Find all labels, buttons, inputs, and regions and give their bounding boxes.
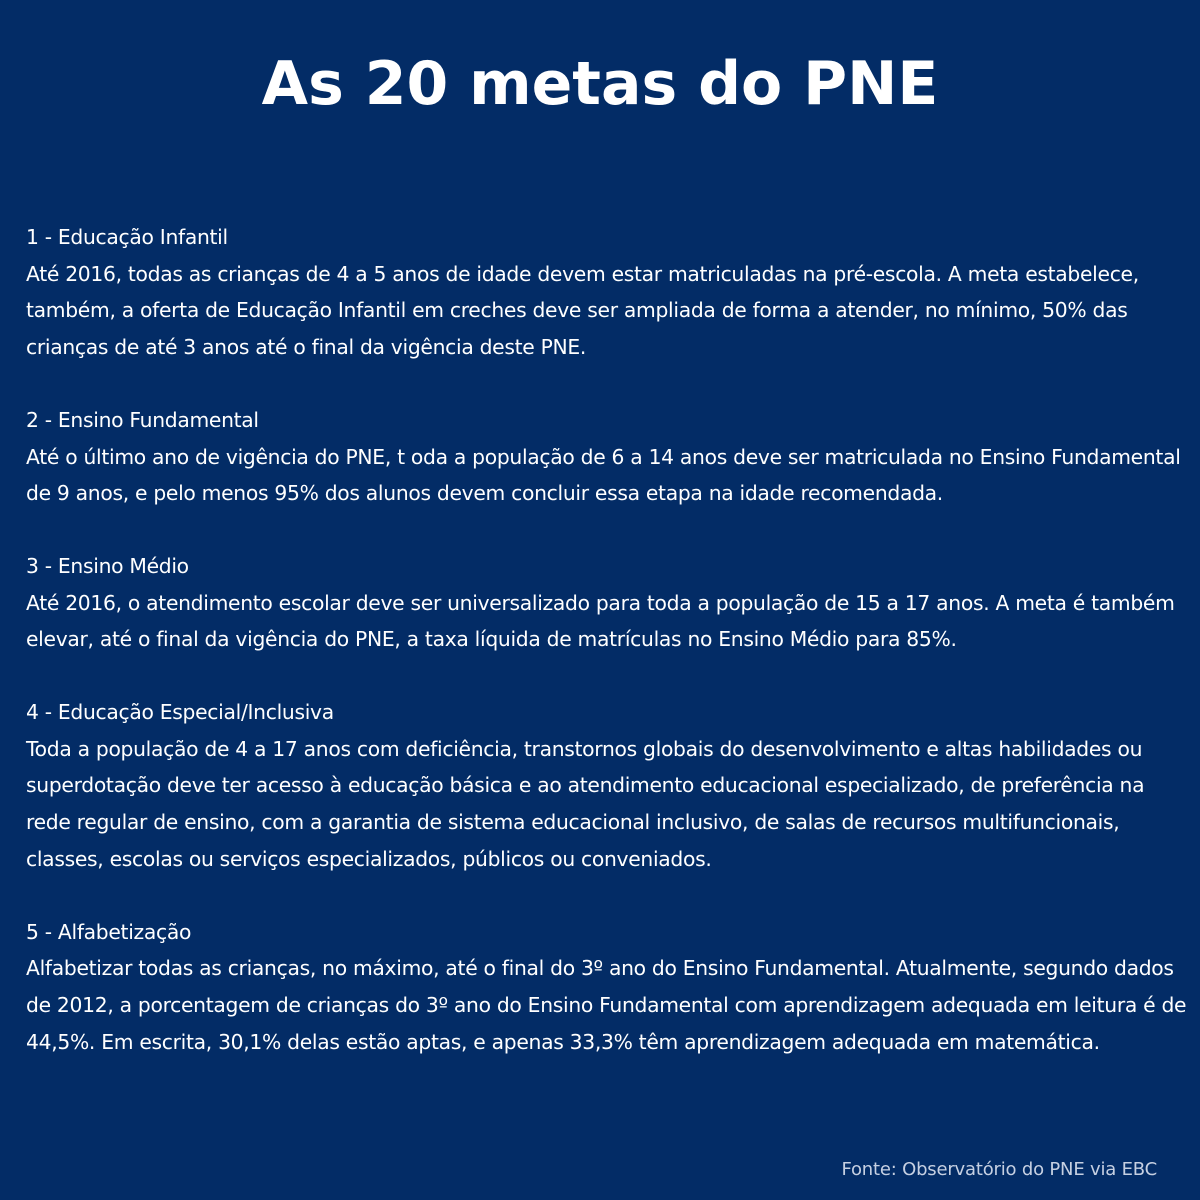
page-title: As 20 metas do PNE bbox=[261, 49, 939, 119]
goal-item bbox=[26, 694, 1194, 878]
goal-description: Toda a população de 4 a 17 anos com deficiência, transtornos globais do desenvolvimento e altas habilidades ou superdotação deve ter acesso à educação básica e ao atendimento educacional especializado, de preferência na rede regular de ensino, com a garantia de sistema educacional inclusivo, de salas de recursos multifuncionais, classes, escolas ou serviços especializados, públicos ou conveniados. bbox=[26, 736, 1145, 871]
source-credit: Fonte: Observatório do PNE via EBC bbox=[841, 1159, 1157, 1180]
goal-description: Até 2016, todas as crianças de 4 a 5 anos de idade devem estar matriculadas na pré-escola. A meta estabelece, também, a oferta de Educação Infantil em creches deve ser ampliada de forma a atender, no mínimo, 50% das crianças de até 3 anos até o final da vigência deste PNE. bbox=[26, 261, 1139, 360]
goal-description: Até o último ano de vigência do PNE, t oda a população de 6 a 14 anos deve ser matriculada no Ensino Fundamental de 9 anos, e pelo menos 95% dos alunos devem concluir essa etapa na idade recomendada. bbox=[26, 444, 1181, 506]
goal-item bbox=[26, 219, 1194, 366]
goal-description: Até 2016, o atendimento escolar deve ser universalizado para toda a população de 15 a 17 anos. A meta é também elevar, até o final da vigência do PNE, a taxa líquida de matrículas no Ensino Médio para 85%. bbox=[26, 590, 1175, 652]
goal-description: Alfabetizar todas as crianças, no máximo, até o final do 3º ano do Ensino Fundamental. Atualmente, segundo dados de 2012, a porcentagem de crianças do 3º ano do Ensino Fundamental com aprendizagem adequada em leitura é de 44,5%. Em escrita, 30,1% delas estão aptas, e apenas 33,3% têm aprendizagem adequada em matemática. bbox=[26, 956, 1187, 1054]
goals-list bbox=[26, 219, 1194, 1096]
goal-item bbox=[26, 548, 1194, 658]
goal-item bbox=[26, 402, 1194, 512]
goal-heading: 1 - Educação Infantil bbox=[26, 225, 228, 249]
goal-heading: 5 - Alfabetização bbox=[26, 919, 192, 944]
goal-heading: 2 - Ensino Fundamental bbox=[26, 407, 259, 432]
goal-heading: 4 - Educação Especial/Inclusiva bbox=[26, 700, 334, 725]
goal-item bbox=[26, 914, 1194, 1061]
goal-heading: 3 - Ensino Médio bbox=[26, 553, 189, 578]
